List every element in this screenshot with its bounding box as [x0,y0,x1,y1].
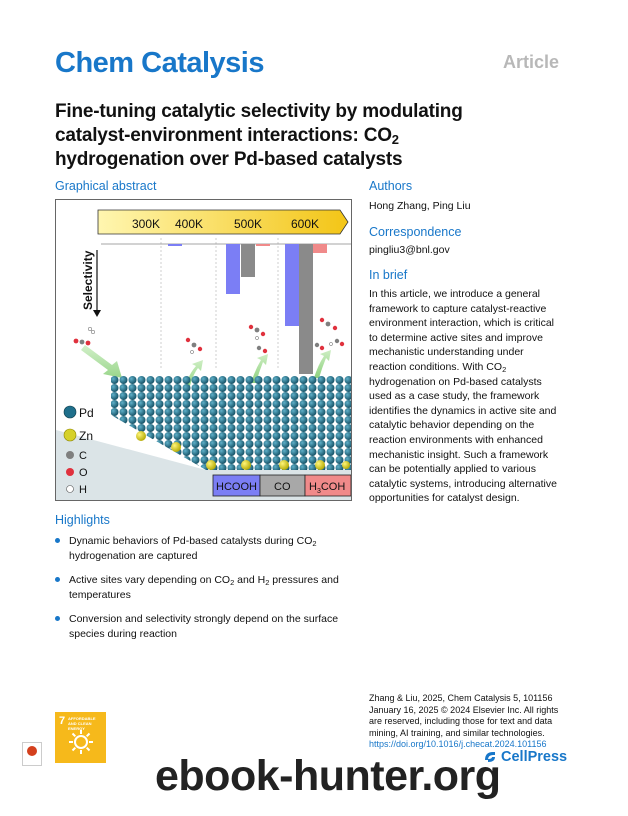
product-label-hcooh: HCOOH [216,481,257,493]
in-brief-heading: In brief [369,268,408,282]
bar-400k-hcooh [168,244,182,246]
legend-zn-label: Zn [79,429,94,443]
bullet-icon [55,577,60,582]
journal-name: Chem Catalysis [55,47,264,79]
bar-500k-co [241,244,255,277]
correspondence-heading: Correspondence [369,225,462,239]
legend-h-label: H [79,484,87,496]
bar-600k-hcooh [285,244,299,326]
citation-block: Zhang & Liu, 2025, Chem Catalysis 5, 101156 January 16, 2025 © 2024 Elsevier Inc. All rights are reserved, including those for text and data mining, AI training, and similar technologies. https://doi.org/10.1016/j.checat.2024.101156 [369,693,559,749]
graphical-abstract-svg [56,200,352,501]
bar-500k-hcooh [226,244,240,294]
graphical-abstract-figure [55,199,352,501]
legend-o-swatch [66,468,74,476]
publisher-seal-icon [22,742,42,766]
temp-label-400: 400K [175,217,204,231]
highlights-heading: Highlights [55,513,110,527]
bullet-icon [55,616,60,621]
doi-link[interactable]: https://doi.org/10.1016/j.checat.2024.101156 [369,739,547,749]
highlights-list [55,534,355,652]
correspondence-email[interactable]: pingliu3@bnl.gov [369,244,450,256]
legend-h-swatch [67,486,74,493]
highlight-item: Active sites vary depending on $CO_2$ and $H_2$ pressures and temperatures [55,573,355,602]
selectivity-axis-label: Selectivity [81,250,95,310]
sun-icon [68,729,94,755]
bar-600k-co [299,244,313,374]
molecule-products-500k [249,325,267,353]
legend-c-label: C [79,450,87,462]
authors-heading: Authors [369,179,413,193]
desorption-arrow-3 [314,350,331,378]
legend-o-label: O [79,467,88,479]
product-label-h3coh: $H_3COH$ [309,481,346,495]
bullet-icon [55,538,60,543]
title-line-3: hydrogenation over Pd-based catalysts [55,149,403,170]
sdg-badge: 7 AFFORDABLE AND CLEAN ENERGY [55,712,106,763]
publisher-logo: CellPress [482,749,567,765]
bar-500k-h3coh [256,244,270,246]
authors-names: Hong Zhang, Ping Liu [369,200,471,212]
highlight-item: Dynamic behaviors of Pd-based catalysts during $CO_2$ hydrogenation are captured [55,534,355,563]
molecule-co2-h2 [74,327,95,345]
temp-label-500: 500K [234,217,263,231]
in-brief-text: In this article, we introduce a general framework to capture catalyst-reactive environment interaction, which is critical to determine active sites and improve mechanistic understanding under reaction conditions. With $CO_2$ hydrogenation on Pd-based catalysts used as a case study, the framework identifies the dynamics in active site and catalytic behavior depending on the reaction environments with enhanced mechanistic insight. Such a framework can be potentially applied to various catalytic systems, introducing alternative opportunities for catalyst design. [369,288,557,505]
legend-pd-swatch [64,406,76,418]
temp-label-300: 300K [132,217,161,231]
watermark-text: ebook-hunter.org [155,752,501,800]
molecule-hcooh [186,338,202,354]
legend-pd-label: Pd [79,406,94,420]
selectivity-axis-arrowhead [93,310,101,317]
adsorption-arrow [81,345,122,378]
article-type-label: Article [503,52,560,72]
legend-zn-swatch [64,429,76,441]
temp-label-600: 600K [291,217,320,231]
graphical-abstract-heading: Graphical abstract [55,179,157,193]
title-line-1: Fine-tuning catalytic selectivity by modulating [55,101,463,122]
highlight-item: Conversion and selectivity strongly depend on the surface species during reaction [55,612,355,641]
title-line-2: catalyst-environment interactions: $CO_2$ [55,125,399,147]
molecule-products-600k [315,318,344,350]
article-title [55,100,555,172]
legend-c-swatch [66,451,74,459]
product-label-co: CO [274,481,291,493]
bar-600k-h3coh [313,244,327,253]
